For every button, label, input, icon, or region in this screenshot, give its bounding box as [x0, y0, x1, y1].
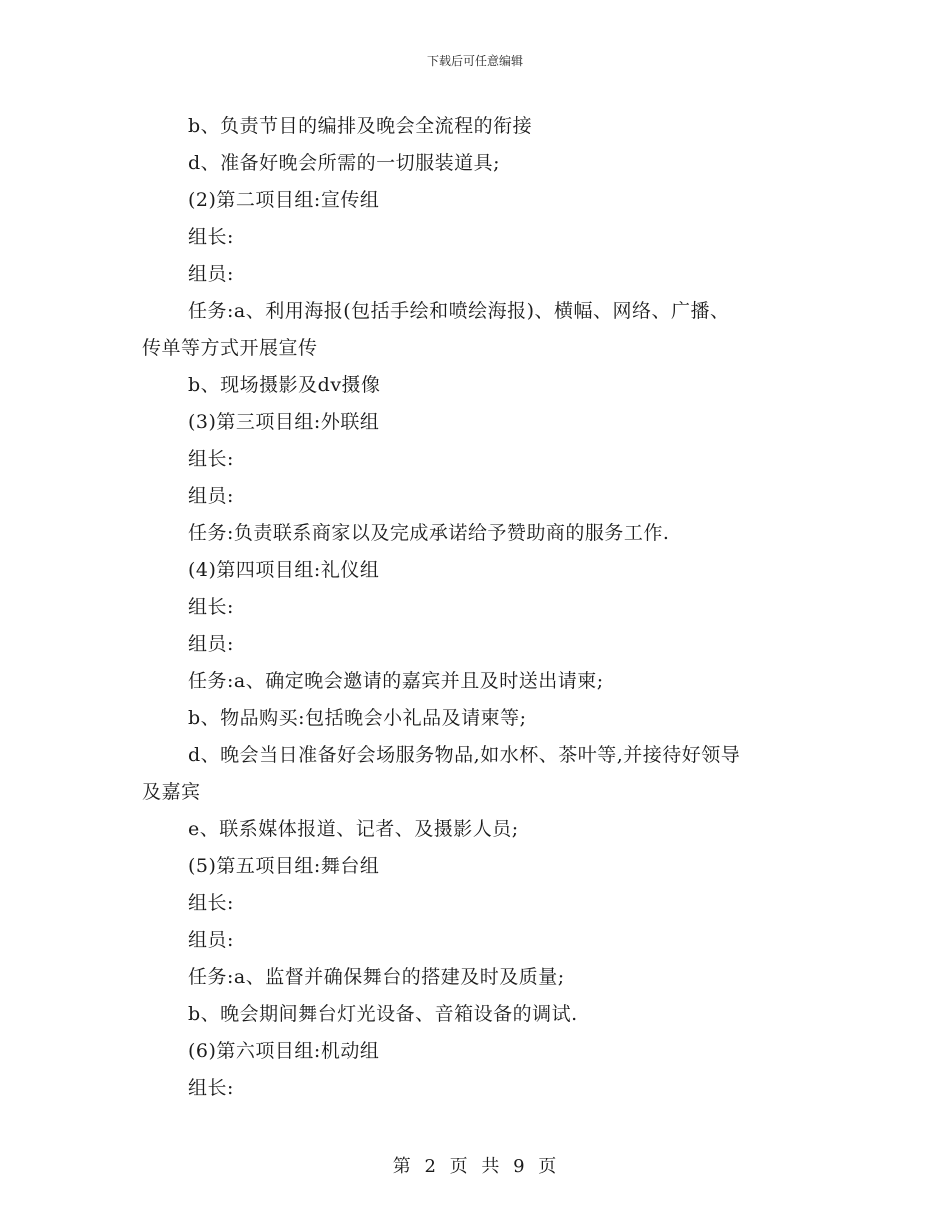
text-line: 组长:: [188, 448, 234, 470]
text-line: (3)第三项目组:外联组: [188, 411, 380, 433]
text-line: b、物品购买:包括晚会小礼品及请柬等;: [188, 707, 527, 729]
text-line: 组员:: [188, 263, 234, 285]
text-line: (6)第六项目组:机动组: [188, 1040, 380, 1062]
text-line: 组员:: [188, 929, 234, 951]
text-line: d、准备好晚会所需的一切服装道具;: [188, 152, 501, 174]
text-line: 及嘉宾: [142, 781, 201, 803]
text-line: b、晚会期间舞台灯光设备、音箱设备的调试.: [188, 1003, 578, 1025]
text-line: (4)第四项目组:礼仪组: [188, 559, 380, 581]
text-line: e、联系媒体报道、记者、及摄影人员;: [188, 818, 519, 840]
text-line: 任务:负责联系商家以及完成承诺给予赞助商的服务工作.: [188, 522, 670, 544]
text-line: 组员:: [188, 485, 234, 507]
text-line: 任务:a、利用海报(包括手绘和喷绘海报)、横幅、网络、广播、: [188, 300, 730, 322]
page-footer: 第 2 页 共 9 页: [392, 1156, 558, 1177]
text-line: 组长:: [188, 596, 234, 618]
text-line: b、负责节目的编排及晚会全流程的衔接: [188, 115, 533, 137]
text-line: 组员:: [188, 633, 234, 655]
text-line: 任务:a、确定晚会邀请的嘉宾并且及时送出请柬;: [188, 670, 604, 692]
text-line: 组长:: [188, 892, 234, 914]
text-line: 组长:: [188, 1077, 234, 1099]
text-line: 组长:: [188, 226, 234, 248]
text-line: (5)第五项目组:舞台组: [188, 855, 380, 877]
page-header: 下载后可任意编辑: [426, 54, 523, 68]
text-line: 传单等方式开展宣传: [142, 337, 318, 359]
document-body: [0, 108, 950, 1107]
text-line: d、晚会当日准备好会场服务物品,如水杯、茶叶等,并接待好领导: [188, 744, 741, 766]
text-line: (2)第二项目组:宣传组: [188, 189, 380, 211]
text-line: 任务:a、监督并确保舞台的搭建及时及质量;: [188, 966, 565, 988]
text-line: b、现场摄影及dv摄像: [188, 374, 381, 396]
